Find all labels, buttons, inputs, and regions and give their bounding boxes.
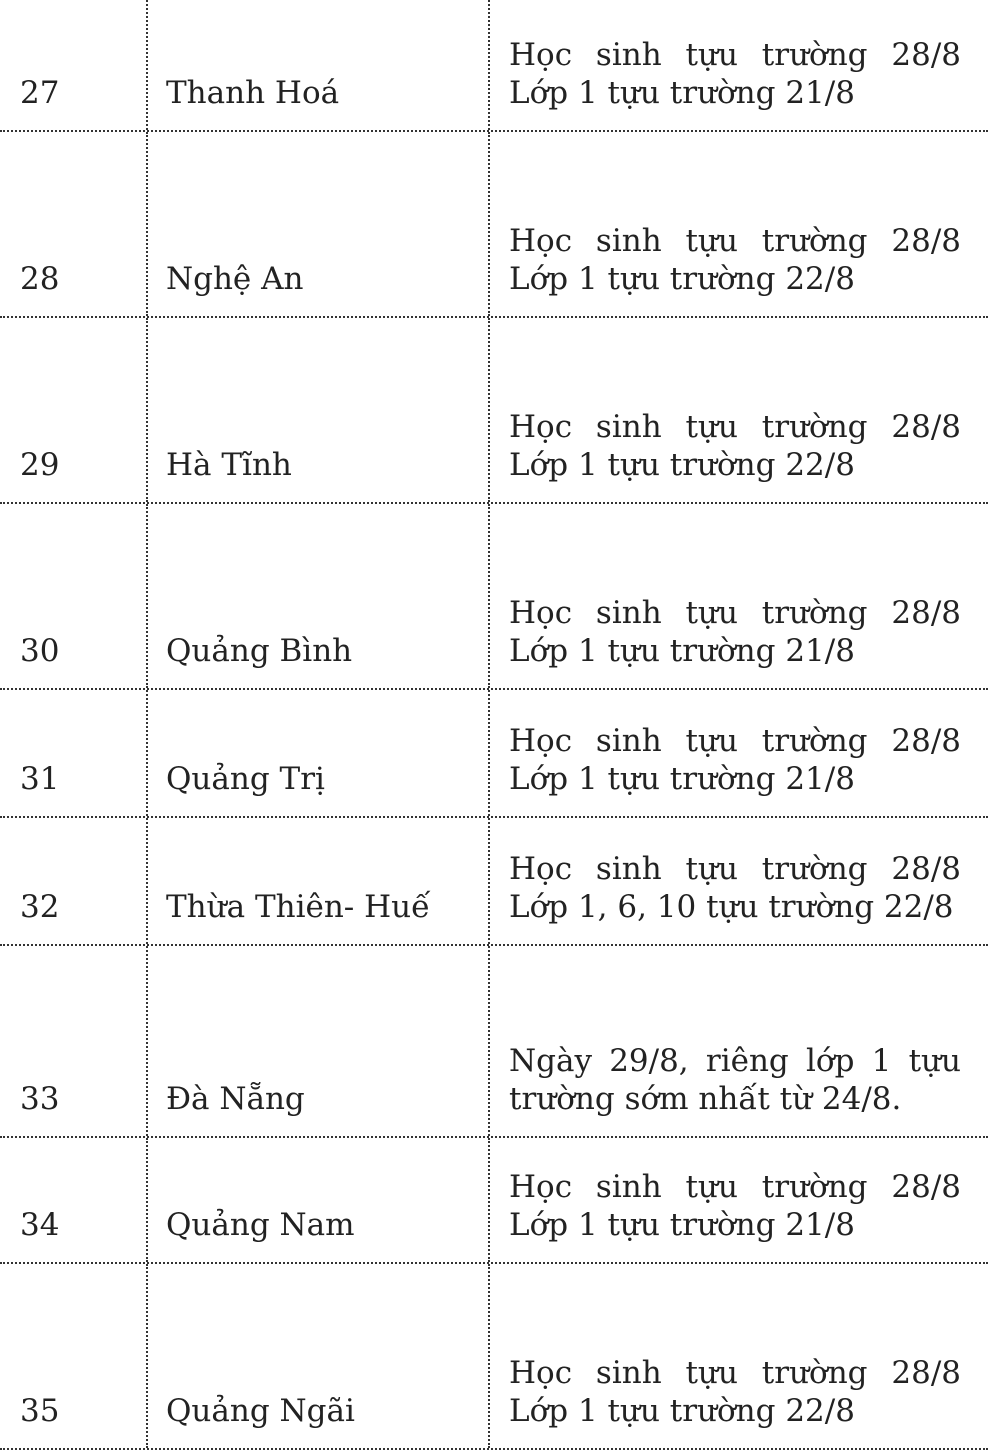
school-start-note: [509, 850, 961, 926]
province-name: Thanh Hoá: [166, 75, 340, 111]
column-divider: [146, 318, 148, 502]
column-divider: [488, 946, 490, 1136]
note-line-2: Lớp 1 tựu trường 22/8: [509, 447, 855, 483]
note-line-2: Lớp 1 tựu trường 22/8: [509, 1393, 855, 1429]
column-divider: [146, 690, 148, 816]
table-row: [0, 818, 988, 946]
note-line-2: Lớp 1, 6, 10 tựu trường 22/8: [509, 889, 954, 925]
column-divider: [488, 504, 490, 688]
school-start-note: [509, 36, 961, 112]
row-number: 30: [20, 633, 60, 669]
table-row: [0, 1264, 988, 1450]
row-number: 28: [20, 261, 60, 297]
note-line-1: Học sinh tựu trường 28/8: [509, 37, 961, 73]
province-name: Nghệ An: [166, 261, 304, 297]
row-number: 31: [20, 761, 60, 797]
column-divider: [146, 0, 148, 130]
column-divider: [488, 818, 490, 944]
table-row: [0, 690, 988, 818]
school-start-note: [509, 408, 961, 484]
column-divider: [146, 1264, 148, 1448]
province-name: Quảng Trị: [166, 761, 325, 797]
note-line-2: Lớp 1 tựu trường 22/8: [509, 261, 855, 297]
school-start-note: [509, 594, 961, 670]
row-number: 35: [20, 1393, 60, 1429]
row-number: 32: [20, 889, 60, 925]
column-divider: [488, 1138, 490, 1262]
note-line-2: Lớp 1 tựu trường 21/8: [509, 761, 855, 797]
note-line-2: Lớp 1 tựu trường 21/8: [509, 1207, 855, 1243]
column-divider: [146, 1138, 148, 1262]
table-row: [0, 1138, 988, 1264]
note-line-2: trường sớm nhất từ 24/8.: [509, 1081, 902, 1117]
province-name: Hà Tĩnh: [166, 447, 292, 483]
column-divider: [488, 132, 490, 316]
note-line-2: Lớp 1 tựu trường 21/8: [509, 75, 855, 111]
table-row: [0, 946, 988, 1138]
school-start-note: [509, 1354, 961, 1430]
province-name: Quảng Bình: [166, 633, 353, 669]
row-number: 27: [20, 75, 60, 111]
column-divider: [146, 818, 148, 944]
table-row: [0, 504, 988, 690]
row-number: 29: [20, 447, 60, 483]
note-line-1: Ngày 29/8, riêng lớp 1 tựu: [509, 1043, 961, 1079]
column-divider: [146, 946, 148, 1136]
note-line-1: Học sinh tựu trường 28/8: [509, 1169, 961, 1205]
column-divider: [146, 132, 148, 316]
province-name: Quảng Ngãi: [166, 1393, 355, 1429]
note-line-1: Học sinh tựu trường 28/8: [509, 723, 961, 759]
column-divider: [488, 318, 490, 502]
table-row: [0, 0, 988, 132]
note-line-1: Học sinh tựu trường 28/8: [509, 409, 961, 445]
note-line-1: Học sinh tựu trường 28/8: [509, 223, 961, 259]
school-start-note: [509, 722, 961, 798]
column-divider: [488, 690, 490, 816]
school-start-note: [509, 222, 961, 298]
row-number: 33: [20, 1081, 60, 1117]
column-divider: [488, 1264, 490, 1448]
row-number: 34: [20, 1207, 60, 1243]
note-line-2: Lớp 1 tựu trường 21/8: [509, 633, 855, 669]
column-divider: [146, 504, 148, 688]
table-row: [0, 132, 988, 318]
province-name: Quảng Nam: [166, 1207, 355, 1243]
note-line-1: Học sinh tựu trường 28/8: [509, 595, 961, 631]
table-row: [0, 318, 988, 504]
school-start-note: [509, 1042, 961, 1118]
province-name: Thừa Thiên- Huế: [166, 889, 431, 925]
school-start-note: [509, 1168, 961, 1244]
province-name: Đà Nẵng: [166, 1081, 305, 1117]
note-line-1: Học sinh tựu trường 28/8: [509, 851, 961, 887]
note-line-1: Học sinh tựu trường 28/8: [509, 1355, 961, 1391]
column-divider: [488, 0, 490, 130]
